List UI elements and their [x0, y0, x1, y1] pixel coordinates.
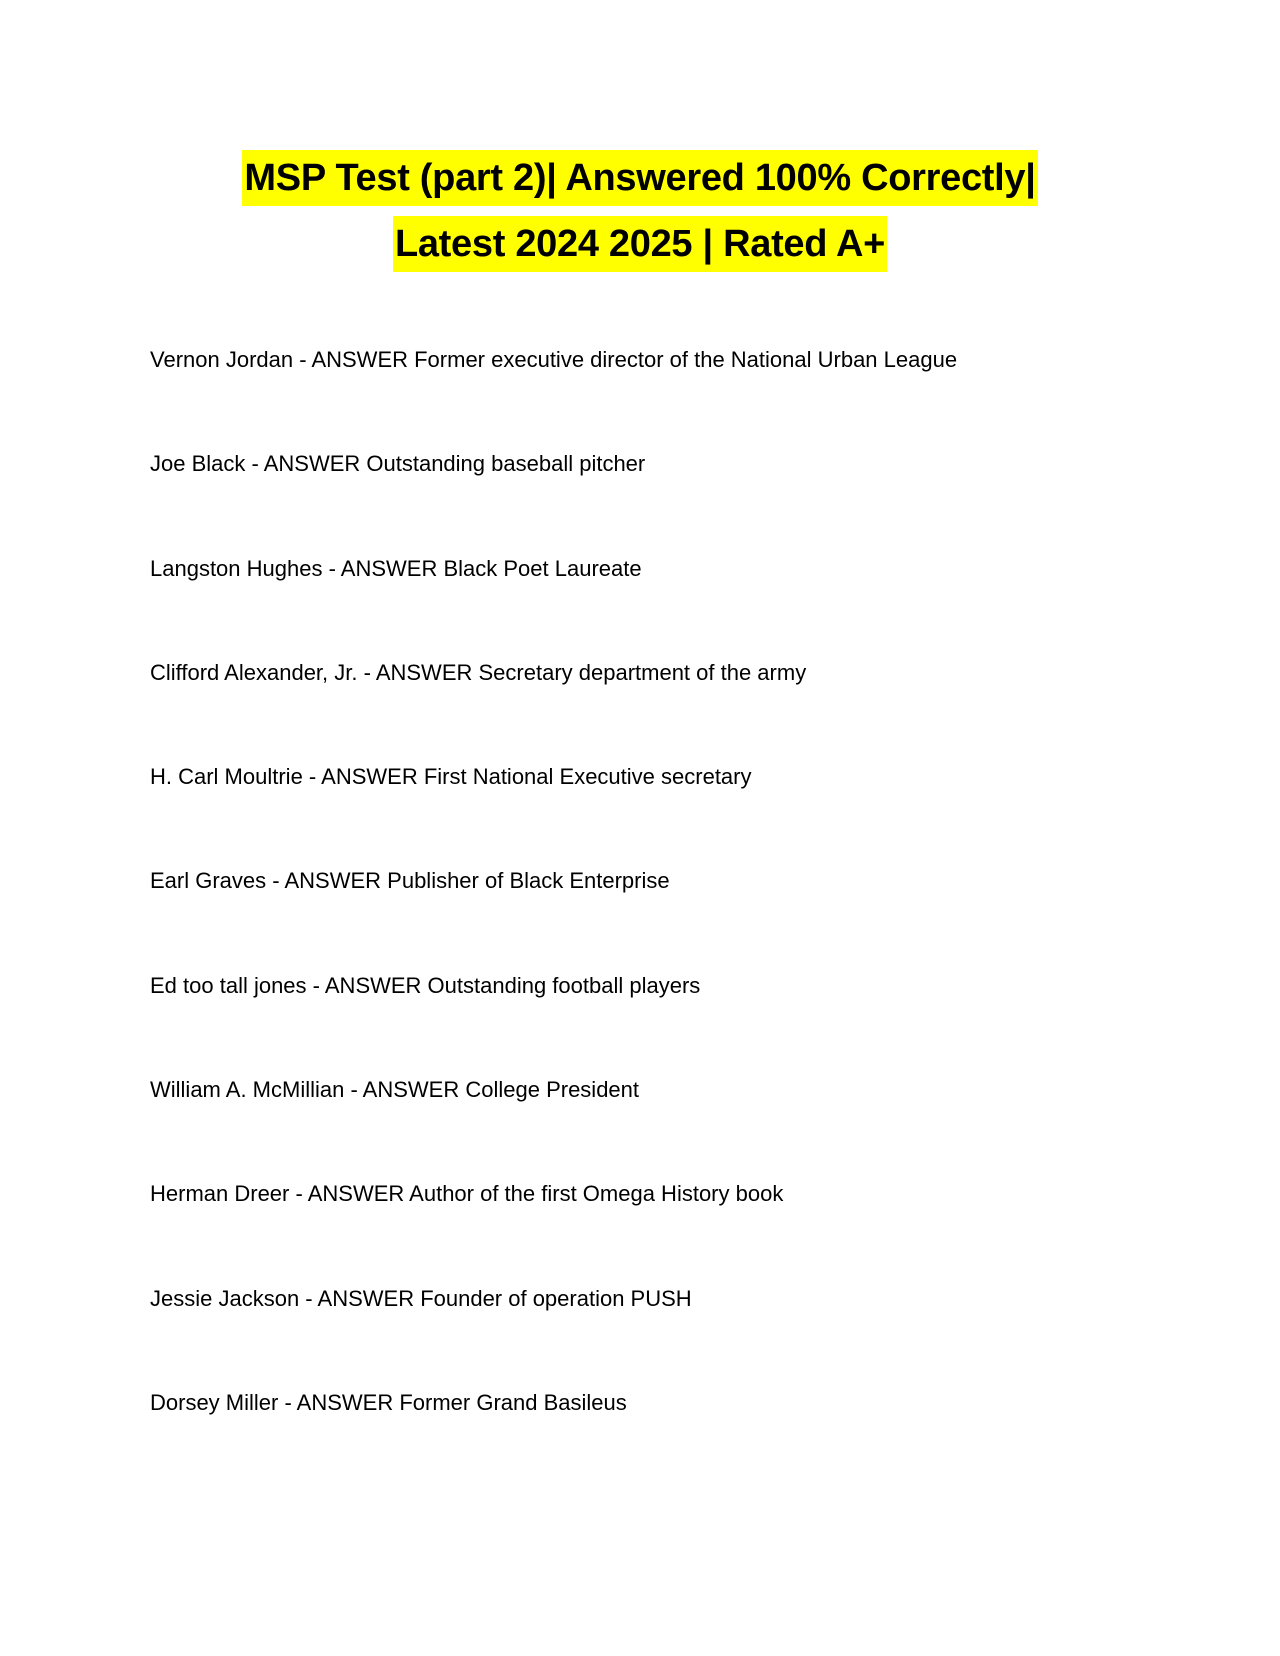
- title-line-1: MSP Test (part 2)| Answered 100% Correctly|: [242, 150, 1037, 206]
- qa-list: [150, 345, 1150, 1492]
- list-item: Earl Graves - ANSWER Publisher of Black Enterprise: [150, 868, 670, 894]
- list-item: Langston Hughes - ANSWER Black Poet Laureate: [150, 555, 642, 581]
- list-item: Clifford Alexander, Jr. - ANSWER Secretary department of the army: [150, 659, 807, 685]
- list-item: H. Carl Moultrie - ANSWER First National Executive secretary: [150, 764, 752, 790]
- list-item: William A. McMillian - ANSWER College President: [150, 1077, 640, 1103]
- list-item: Joe Black - ANSWER Outstanding baseball pitcher: [150, 451, 646, 477]
- list-item: Jessie Jackson - ANSWER Founder of operation PUSH: [150, 1285, 692, 1311]
- list-item: Herman Dreer - ANSWER Author of the first Omega History book: [150, 1181, 784, 1207]
- title-line-2: Latest 2024 2025 | Rated A+: [393, 216, 887, 272]
- document-title: [0, 150, 1280, 282]
- list-item: Ed too tall jones - ANSWER Outstanding football players: [150, 972, 701, 998]
- list-item: Dorsey Miller - ANSWER Former Grand Basileus: [150, 1389, 627, 1415]
- list-item: Vernon Jordan - ANSWER Former executive director of the National Urban League: [150, 347, 958, 372]
